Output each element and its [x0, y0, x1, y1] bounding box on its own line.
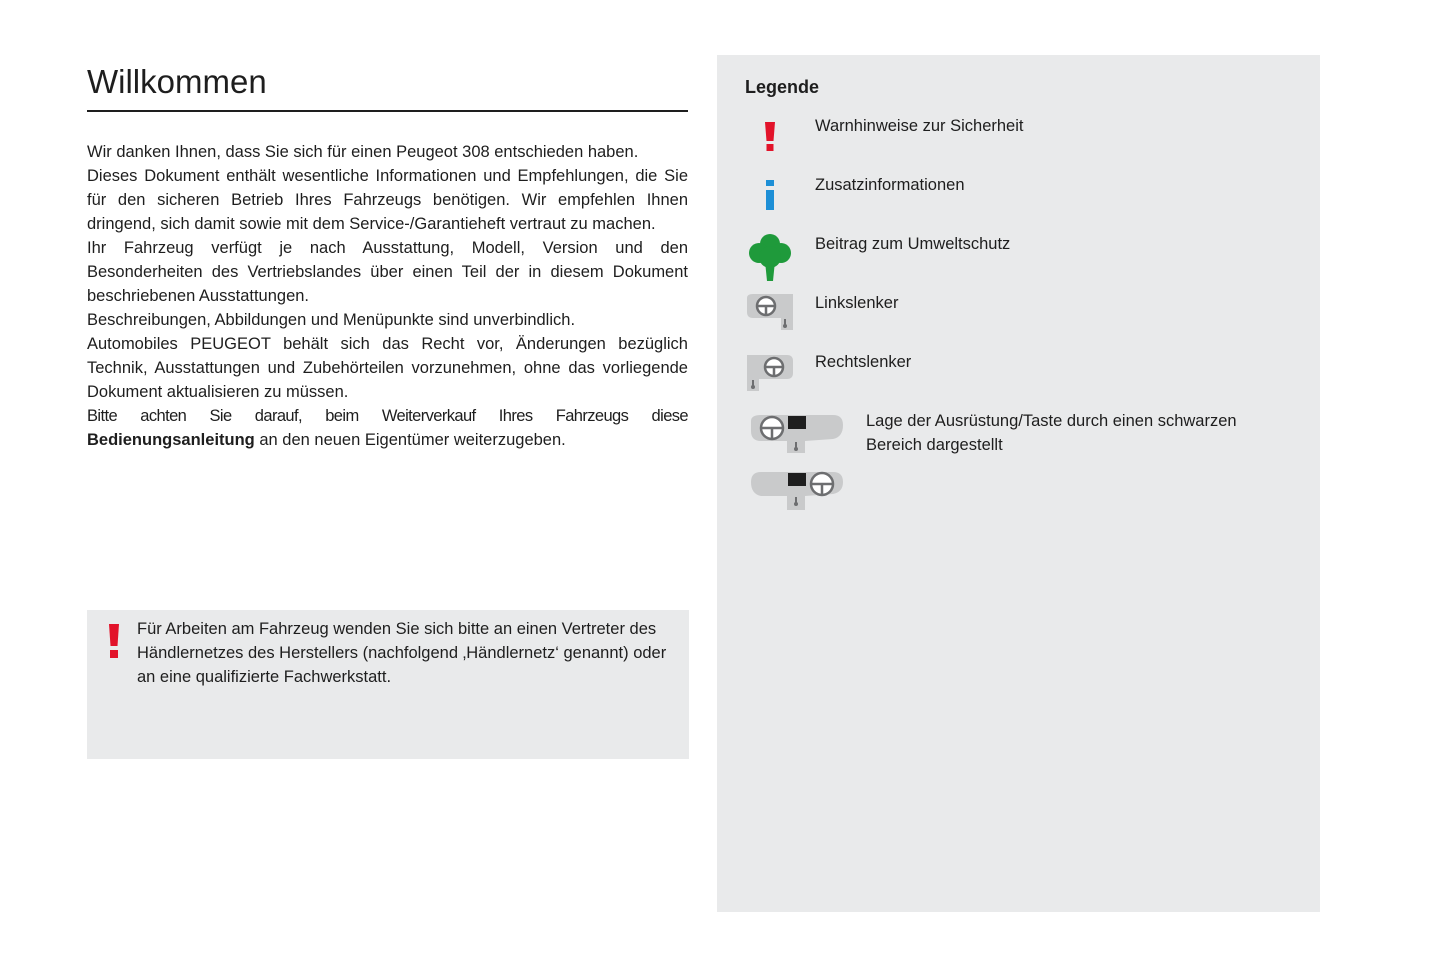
handover-text-after: an den neuen Eigentümer weiterzugeben.	[254, 431, 566, 449]
intro-paragraph: Ihr Fahrzeug verfügt je nach Ausstattung, Modell, Version und den Besonderheiten des Vertriebslandes über einen Teil der in diesem Dokument beschriebenen Ausstattungen.	[87, 239, 688, 305]
handover-text-before: Bitte achten Sie darauf, beim Weiterverkauf Ihres Fahrzeugs diese	[87, 407, 688, 425]
legend-label: Beitrag zum Umweltschutz	[815, 235, 1011, 253]
intro-paragraph: Beschreibungen, Abbildungen und Menüpunkte sind unverbindlich.	[87, 311, 576, 329]
environment-tree-icon	[749, 233, 791, 281]
intro-paragraph: Wir danken Ihnen, dass Sie sich für einen Peugeot 308 entschieden haben.	[87, 143, 639, 161]
intro-paragraph: Dieses Dokument enthält wesentliche Informationen und Empfehlungen, die Sie für den sicheren Betrieb Ihres Fahrzeugs benötigen. Wir empfehlen Ihnen dringend, sich damit sowie mit dem Service-/Garantieheft vertraut zu machen.	[87, 167, 688, 233]
intro-text	[87, 140, 688, 452]
dashboard-location-lhd-icon	[747, 411, 847, 457]
intro-handover-paragraph	[87, 404, 688, 452]
handover-text-bold: Bedienungsanleitung	[87, 431, 255, 449]
warning-text: Für Arbeiten am Fahrzeug wenden Sie sich bitte an einen Vertreter des Händlernetzes des Herstellers (nachfolgend ‚Händlernetz‘ genannt) oder an eine qualifizierte Fachwerkstatt.	[137, 620, 667, 686]
dashboard-location-rhd-icon	[747, 468, 847, 514]
info-icon	[764, 180, 776, 210]
page-title: Willkommen	[87, 62, 688, 112]
intro-paragraph: Automobiles PEUGEOT behält sich das Recht vor, Änderungen bezüglich Technik, Ausstattungen und Zubehörteilen vorzunehmen, ohne das vorliegende Dokument aktualisieren zu müssen.	[87, 335, 688, 401]
legend-label: Warnhinweise zur Sicherheit	[815, 117, 1024, 135]
warning-exclamation-icon	[764, 122, 776, 152]
warning-box	[87, 610, 689, 759]
legend-panel	[717, 55, 1320, 912]
legend-title: Legende	[745, 77, 820, 97]
legend-label: Rechtslenker	[815, 353, 912, 371]
right-hand-drive-icon	[745, 353, 795, 393]
legend-label: Zusatzinformationen	[815, 176, 965, 194]
legend-label: Linkslenker	[815, 294, 899, 312]
warning-exclamation-icon	[107, 624, 121, 658]
legend-label: Lage der Ausrüstung/Taste durch einen schwarzen Bereich dargestellt	[866, 412, 1237, 454]
left-hand-drive-icon	[745, 292, 795, 332]
